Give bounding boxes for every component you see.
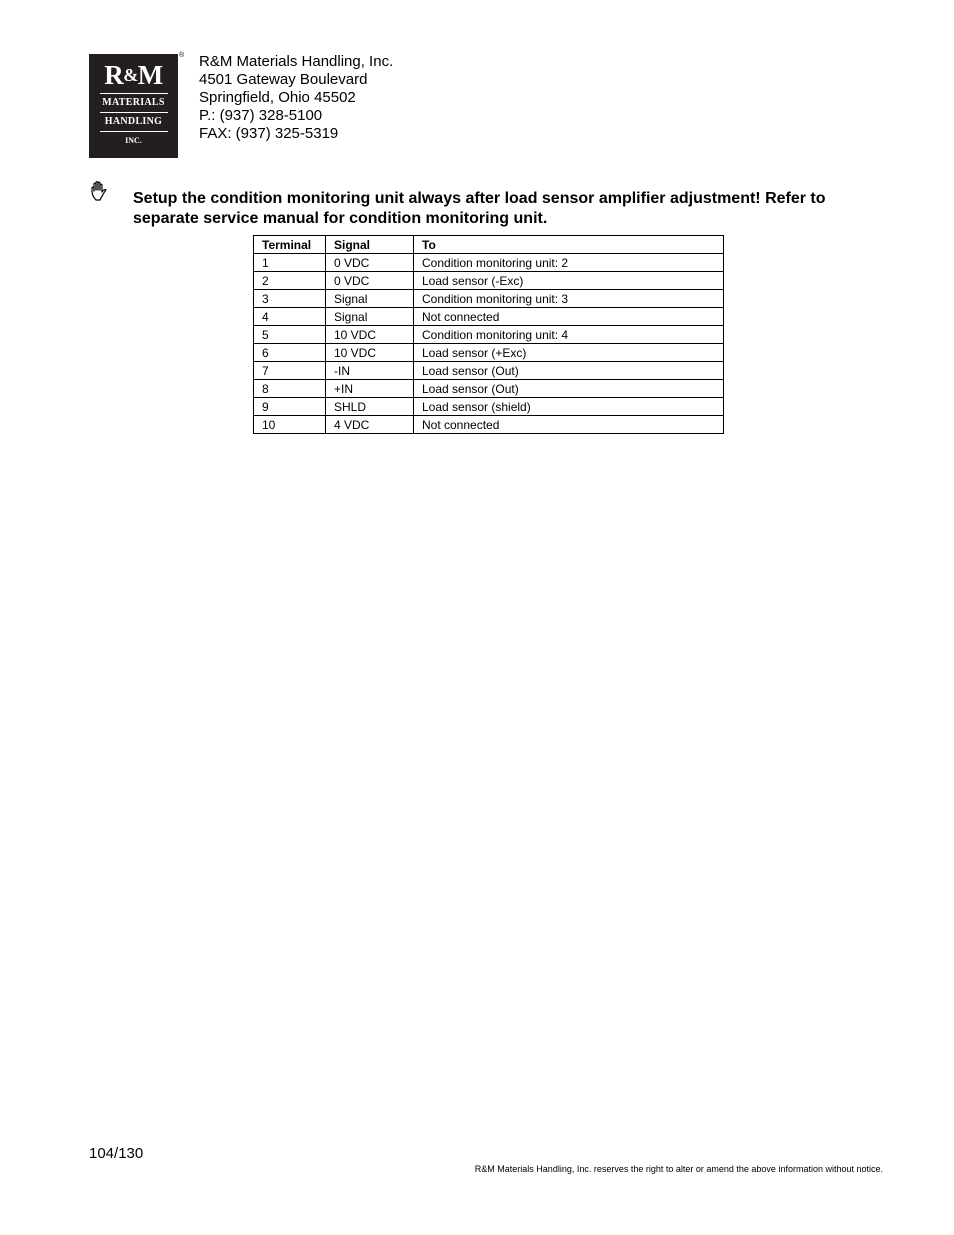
cell-to: Condition monitoring unit: 2 [414, 254, 724, 272]
table-row [254, 362, 724, 380]
cell-signal: 0 VDC [326, 272, 414, 290]
page-number: 104/130 [89, 1145, 144, 1162]
cell-to: Load sensor (Out) [414, 380, 724, 398]
logo-line-inc: INC. [125, 136, 142, 145]
cell-signal: 10 VDC [326, 326, 414, 344]
logo-line-materials: MATERIALS [102, 97, 165, 108]
cell-signal: Signal [326, 290, 414, 308]
logo-line-handling: HANDLING [104, 116, 163, 127]
street-address: 4501 Gateway Boulevard [199, 71, 368, 88]
header-terminal: Terminal [254, 236, 326, 254]
phone-number: P.: (937) 328-5100 [199, 107, 323, 124]
cell-terminal: 10 [254, 416, 326, 434]
company-name: R&M Materials Handling, Inc. [199, 53, 394, 70]
company-logo [89, 54, 178, 158]
table-row [254, 326, 724, 344]
cell-to: Not connected [414, 308, 724, 326]
cell-terminal: 7 [254, 362, 326, 380]
cell-terminal: 1 [254, 254, 326, 272]
logo-divider [100, 131, 168, 132]
logo-mark: R&M [104, 60, 163, 90]
table-row [254, 308, 724, 326]
cell-to: Condition monitoring unit: 4 [414, 326, 724, 344]
cell-signal: 10 VDC [326, 344, 414, 362]
registered-mark: ® [179, 52, 185, 59]
logo-divider [100, 112, 168, 113]
cell-signal: 4 VDC [326, 416, 414, 434]
hand-icon [89, 180, 113, 204]
cell-to: Load sensor (+Exc) [414, 344, 724, 362]
city-state-zip: Springfield, Ohio 45502 [199, 89, 356, 106]
header-signal: Signal [326, 236, 414, 254]
cell-terminal: 8 [254, 380, 326, 398]
header-to: To [414, 236, 724, 254]
cell-signal: 0 VDC [326, 254, 414, 272]
logo-divider [100, 93, 168, 94]
table-row [254, 254, 724, 272]
footer-disclaimer: R&M Materials Handling, Inc. reserves the right to alter or amend the above information without notice. [474, 1164, 883, 1174]
cell-signal: -IN [326, 362, 414, 380]
fax-number: FAX: (937) 325-5319 [199, 125, 339, 142]
cell-signal: Signal [326, 308, 414, 326]
table-row [254, 344, 724, 362]
cell-signal: SHLD [326, 398, 414, 416]
terminal-table [253, 235, 724, 434]
cell-to: Load sensor (Out) [414, 362, 724, 380]
cell-to: Load sensor (shield) [414, 398, 724, 416]
table-row [254, 398, 724, 416]
cell-to: Not connected [414, 416, 724, 434]
table-row [254, 380, 724, 398]
table-header-row [254, 236, 724, 254]
cell-to: Condition monitoring unit: 3 [414, 290, 724, 308]
company-address [199, 53, 393, 143]
cell-terminal: 6 [254, 344, 326, 362]
table-row [254, 290, 724, 308]
cell-terminal: 4 [254, 308, 326, 326]
cell-terminal: 5 [254, 326, 326, 344]
table-row [254, 416, 724, 434]
cell-terminal: 9 [254, 398, 326, 416]
notice-text: Setup the condition monitoring unit always after load sensor amplifier adjustment! Refer to separate service manual for condition monitoring unit. [133, 190, 826, 227]
cell-to: Load sensor (-Exc) [414, 272, 724, 290]
cell-terminal: 3 [254, 290, 326, 308]
cell-terminal: 2 [254, 272, 326, 290]
table-row [254, 272, 724, 290]
cell-signal: +IN [326, 380, 414, 398]
